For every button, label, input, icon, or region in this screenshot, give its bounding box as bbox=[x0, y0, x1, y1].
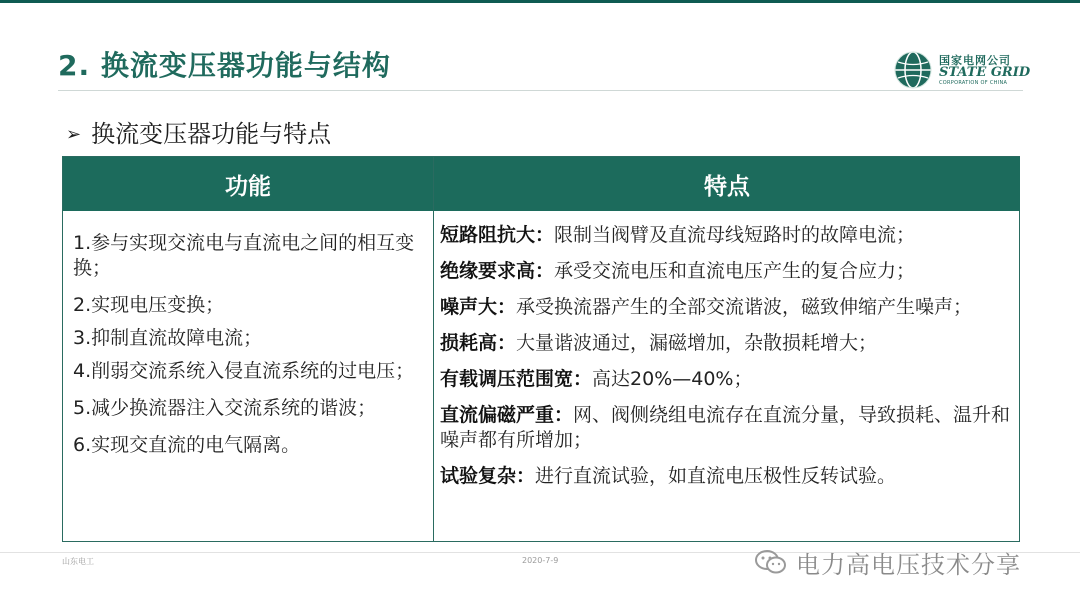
feature-item bbox=[440, 331, 1016, 356]
subtitle-text: 换流变压器功能与特点 bbox=[91, 120, 332, 148]
logo-name-sub: CORPORATION OF CHINA bbox=[939, 80, 1008, 86]
function-item: 1.参与实现交流电与直流电之间的相互变换； bbox=[73, 232, 415, 279]
state-grid-globe-icon bbox=[893, 50, 933, 90]
feature-text: 承受换流器产生的全部交流谐波，磁致伸缩产生噪声； bbox=[516, 296, 973, 318]
feature-text: 进行直流试验，如直流电压极性反转试验。 bbox=[535, 465, 897, 487]
section-subtitle bbox=[66, 114, 331, 149]
feature-term: 短路阻抗大： bbox=[440, 224, 555, 246]
feature-item bbox=[440, 295, 1016, 320]
feature-term: 直流偏磁严重： bbox=[440, 404, 574, 426]
function-list bbox=[73, 231, 425, 470]
logo-name-cn: 国家电网公司 bbox=[939, 54, 1011, 67]
function-item: 2.实现电压变换； bbox=[73, 294, 225, 316]
wechat-watermark bbox=[754, 545, 1021, 579]
feature-text: 承受交流电压和直流电压产生的复合应力； bbox=[554, 260, 916, 282]
column-divider bbox=[433, 157, 434, 541]
bullet-arrow-icon: ➢ bbox=[66, 124, 82, 145]
state-grid-logo bbox=[893, 50, 1043, 90]
feature-term: 绝缘要求高： bbox=[440, 260, 555, 282]
feature-item bbox=[440, 223, 1016, 248]
feature-text: 限制当阀臂及直流母线短路时的故障电流； bbox=[554, 224, 916, 246]
feature-item bbox=[440, 403, 1016, 453]
function-item: 4.削弱交流系统入侵直流系统的过电压； bbox=[73, 360, 415, 382]
feature-term: 试验复杂： bbox=[440, 465, 536, 487]
function-feature-table bbox=[62, 156, 1020, 542]
wechat-icon bbox=[754, 548, 788, 576]
header-feature: 特点 bbox=[434, 157, 1020, 211]
function-item: 5.减少换流器注入交流系统的谐波； bbox=[73, 397, 377, 419]
feature-text: 高达20%—40%； bbox=[592, 368, 753, 390]
feature-term: 有载调压范围宽： bbox=[440, 368, 593, 390]
feature-term: 损耗高： bbox=[440, 332, 517, 354]
function-item: 3.抑制直流故障电流； bbox=[73, 327, 263, 349]
function-item: 6.实现交直流的电气隔离。 bbox=[73, 434, 301, 456]
feature-item bbox=[440, 464, 1016, 489]
footer-date: 2020-7-9 bbox=[522, 556, 559, 565]
logo-name-en: STATE GRID bbox=[939, 65, 1031, 80]
feature-term: 噪声大： bbox=[440, 296, 517, 318]
feature-item bbox=[440, 367, 1016, 392]
slide-title: 2. 换流变压器功能与结构 bbox=[58, 49, 391, 82]
feature-item bbox=[440, 259, 1016, 284]
feature-text: 大量谐波通过，漏磁增加，杂散损耗增大； bbox=[516, 332, 878, 354]
header-function: 功能 bbox=[63, 157, 433, 211]
watermark-text: 电力高电压技术分享 bbox=[796, 550, 1021, 579]
feature-list bbox=[440, 223, 1016, 500]
footer-company: 山东电工 bbox=[62, 557, 94, 566]
feature-text: 网、阀侧绕组电流存在直流分量，导致损耗、温升和噪声都有所增加； bbox=[440, 404, 1011, 451]
top-accent-rule bbox=[0, 0, 1080, 3]
title-divider bbox=[58, 90, 1023, 91]
